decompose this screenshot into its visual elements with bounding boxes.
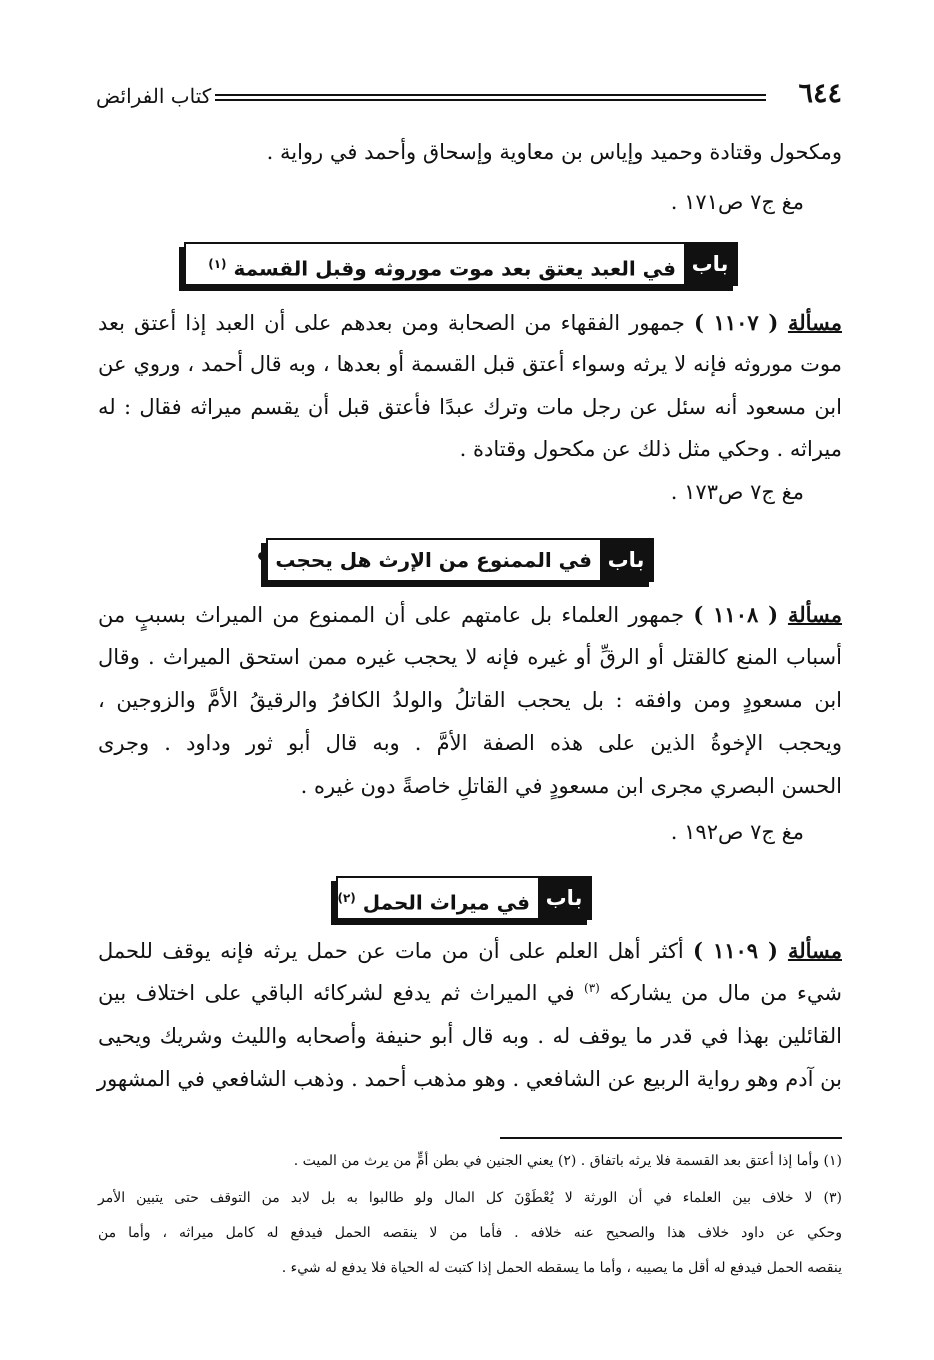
footnote-marker: (٣) [584, 981, 600, 995]
text-line: أسباب المنع كالقتل أو الرقِّ أو غيره فإنه لا يحجب غيره ممن استحق الميراث . وقال [98, 645, 842, 669]
footnote-marker: (١) [208, 257, 227, 271]
text-line: موت موروثه فإنه لا يرثه وسواء أعتق قبل القسمة أو بعدها ، وبه قال أحمد ، وروي عن [98, 352, 842, 376]
section-tag: باب [600, 540, 652, 580]
footnote-line: (١) وأما إذا أعتق بعد القسمة فلا يرثه باتفاق . (٢) يعني الجنين في بطن أمٍّ من يرث من الميت . [293, 1153, 842, 1169]
text-line: ابن مسعودٍ ومن وافقه : بل يحجب القاتلُ والولدُ الكافرُ والرقيقُ الأمَّ والزوجين ، [98, 688, 842, 712]
section-title: في الممنوع من الإرث هل يحجب ؟ [256, 548, 592, 572]
masala-label: مسألة [787, 310, 843, 335]
reference-line: مغ ج٧ ص١٧١ . [670, 190, 804, 214]
masala-heading [694, 310, 842, 335]
section-title-text: في العبد يعتق بعد موت موروثه وقبل القسمة [233, 256, 676, 281]
reference-line: مغ ج٧ ص١٧٣ . [670, 480, 804, 504]
section-heading-2 [256, 538, 654, 582]
text-line: ويحجب الإخوةُ الذين على هذه الصفة الأمَّ . وبه قال أبو ثور وداود . وجرى [98, 731, 842, 755]
masala-line [98, 310, 842, 336]
masala-heading [693, 938, 842, 963]
section-tag: باب [538, 878, 590, 918]
text-fragment: شيء من مال من يشاركه [609, 981, 842, 1005]
text-fragment: في الميراث ثم يدفع لشركائه الباقي على اختلاف بين [98, 981, 575, 1005]
footnote-line: وحكي عن داود خلاف هذا والصحيح عنه خلافه . فأما من لا ينقصه الحمل فيدفع له كامل ميراثه ، وأما من [98, 1225, 842, 1241]
text-line: ومكحول وقتادة وحميد وإياس بن معاوية وإسحاق وأحمد في رواية . [266, 140, 842, 164]
masala-label: مسألة [787, 602, 843, 627]
text-line: ميراثه . وحكي مثل ذلك عن مكحول وقتادة . [459, 437, 842, 461]
footnote-line: (٣) لا خلاف بين العلماء في أن الورثة لا يُعْطَوْنَ كل المال ولو طالبوا به بل لابد من التوقف حتى يتبين الأمر [98, 1190, 842, 1206]
section-title [337, 878, 530, 923]
header-rule [215, 94, 766, 101]
masala-line [98, 938, 842, 964]
masala-number: ( ١١٠٨ ) [693, 602, 779, 627]
masala-label: مسألة [787, 938, 842, 963]
text-line: ابن مسعود أنه سئل عن رجل مات وترك عبدًا فأعتق قبل أن يقسم ميراثه فقال : له [98, 395, 842, 419]
masala-text: جمهور العلماء بل عامتهم على أن الممنوع من الميراث بسببٍ من [98, 603, 685, 627]
text-line [98, 981, 842, 1006]
footnote-rule [500, 1137, 842, 1139]
reference-line: مغ ج٧ ص١٩٢ . [670, 820, 804, 844]
masala-number: ( ١١٠٩ ) [693, 938, 778, 963]
section-title [208, 244, 676, 289]
masala-line [98, 602, 842, 628]
masala-heading [693, 602, 842, 627]
footnote-line: ينقصه الحمل فيدفع له أقل ما يصيبه ، وأما ما يسقطه الحمل إذا كتبت له الحياة فلا يدفع له شيء . [281, 1260, 842, 1276]
footnote-marker: (٢) [337, 891, 356, 905]
masala-number: ( ١١٠٧ ) [693, 310, 779, 335]
text-line: بن آدم وهو رواية الربيع عن الشافعي . وهو مذهب أحمد . وذهب الشافعي في المشهور [96, 1067, 842, 1091]
section-heading-1 [184, 242, 738, 286]
masala-text: جمهور الفقهاء من الصحابة ومن بعدهم على أن العبد إذا أعتق بعد [98, 311, 685, 335]
text-line: الحسن البصري مجرى ابن مسعودٍ في القاتلِ خاصةً دون غيره . [300, 774, 842, 798]
text-line: القائلين بهذا في قدر ما يوقف له . وبه قال أبو حنيفة وأصحابه والليث وشريك ويحيى [98, 1024, 842, 1048]
section-heading-3 [336, 876, 592, 920]
masala-text: أكثر أهل العلم على أن من مات عن حمل يرثه فإنه يوقف للحمل [98, 939, 684, 963]
section-tag: باب [684, 244, 736, 284]
running-title: كتاب الفرائض [96, 84, 212, 108]
section-title-text: في ميراث الحمل [362, 890, 530, 915]
page-number: ٦٤٤ [798, 78, 842, 109]
